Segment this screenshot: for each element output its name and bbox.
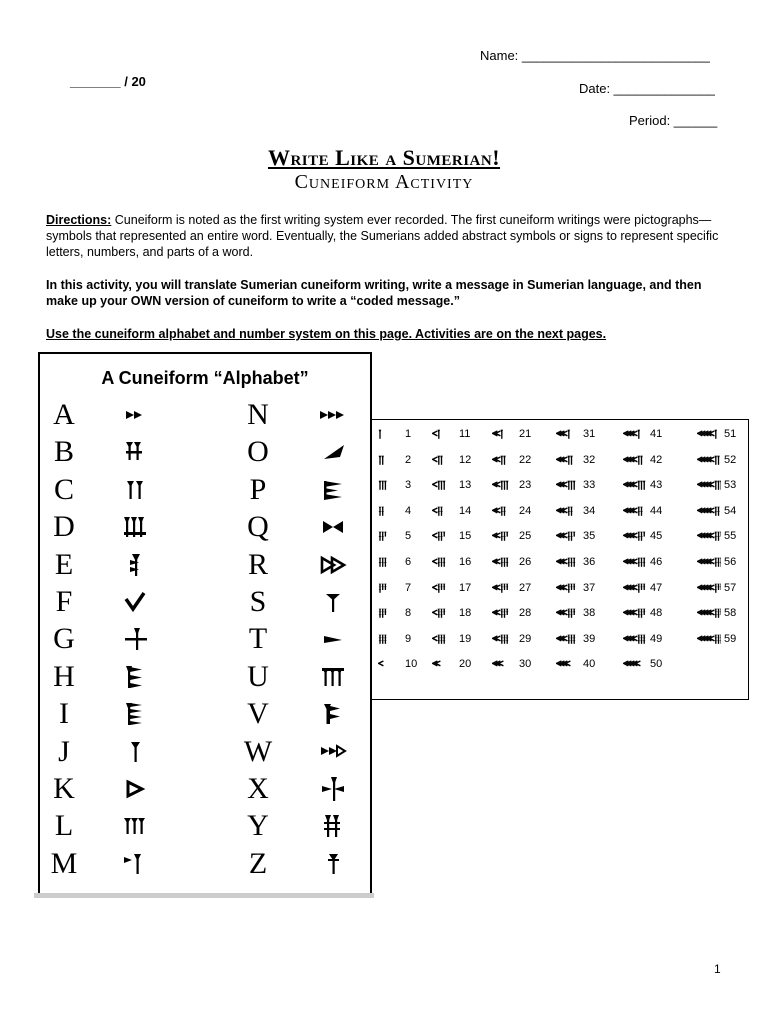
cuneiform-glyph-e-icon bbox=[120, 552, 150, 578]
number-label: 40 bbox=[583, 658, 596, 671]
number-label: 3 bbox=[405, 479, 412, 492]
number-label: 33 bbox=[583, 479, 596, 492]
cuneiform-number-23-icon bbox=[492, 477, 516, 493]
cuneiform-number-20-icon bbox=[432, 656, 456, 672]
number-cell-39 bbox=[556, 631, 595, 647]
number-cell-16 bbox=[432, 554, 471, 570]
alphabet-letter-s: S bbox=[249, 585, 267, 618]
cuneiform-glyph-b-icon bbox=[120, 439, 150, 465]
alphabet-letter-h: H bbox=[53, 659, 75, 693]
number-cell-28 bbox=[492, 605, 531, 621]
alphabet-chart-title: A Cuneiform “Alphabet” bbox=[101, 368, 309, 388]
number-cell-25 bbox=[492, 528, 531, 544]
number-label: 47 bbox=[650, 581, 663, 594]
number-cell-56 bbox=[697, 554, 736, 570]
number-cell-18 bbox=[432, 605, 471, 621]
cuneiform-number-24-icon bbox=[492, 503, 516, 519]
number-cell-52 bbox=[697, 452, 736, 468]
cuneiform-number-15-icon bbox=[432, 528, 456, 544]
number-label: 20 bbox=[459, 658, 472, 671]
number-label: 42 bbox=[650, 453, 663, 466]
number-label: 34 bbox=[583, 504, 596, 517]
cuneiform-number-10-icon bbox=[378, 656, 402, 672]
cuneiform-number-6-icon bbox=[378, 554, 402, 570]
number-label: 16 bbox=[459, 556, 472, 568]
number-label: 45 bbox=[650, 530, 663, 543]
cuneiform-number-5-icon bbox=[378, 528, 402, 544]
cuneiform-number-41-icon bbox=[623, 426, 647, 442]
alphabet-letter-c: C bbox=[53, 472, 74, 506]
number-cell-46 bbox=[623, 554, 662, 570]
number-cell-8 bbox=[378, 605, 411, 621]
alphabet-letter-f: F bbox=[55, 585, 73, 618]
number-label: 14 bbox=[459, 504, 472, 517]
cuneiform-glyph-i-icon bbox=[120, 701, 150, 727]
cuneiform-number-26-icon bbox=[492, 554, 516, 570]
cuneiform-glyph-z-icon bbox=[318, 851, 348, 877]
cuneiform-number-51-icon bbox=[697, 426, 721, 442]
cuneiform-number-47-icon bbox=[623, 580, 647, 596]
cuneiform-glyph-w-icon bbox=[318, 739, 348, 765]
cuneiform-number-37-icon bbox=[556, 580, 580, 596]
alphabet-letter-r: R bbox=[247, 547, 268, 581]
number-label: 58 bbox=[724, 607, 737, 620]
cuneiform-number-38-icon bbox=[556, 605, 580, 621]
cuneiform-glyph-l-icon bbox=[120, 813, 150, 839]
directions-label: Directions: bbox=[46, 213, 112, 227]
cuneiform-number-33-icon bbox=[556, 477, 580, 493]
number-cell-11 bbox=[432, 426, 470, 442]
cuneiform-number-30-icon bbox=[492, 656, 516, 672]
number-cell-42 bbox=[623, 452, 662, 468]
number-cell-30 bbox=[492, 656, 531, 672]
number-cell-4 bbox=[378, 503, 411, 519]
number-label: 29 bbox=[519, 632, 532, 645]
alphabet-letter-i: I bbox=[59, 697, 69, 731]
number-cell-37 bbox=[556, 580, 595, 596]
cuneiform-glyph-g-icon bbox=[120, 626, 150, 652]
number-cell-49 bbox=[623, 631, 662, 647]
cuneiform-glyph-t-icon bbox=[318, 626, 348, 652]
number-label: 9 bbox=[405, 632, 412, 645]
alphabet-letter-w: W bbox=[243, 734, 273, 768]
alphabet-letter-m: M bbox=[50, 846, 78, 880]
number-cell-17 bbox=[432, 580, 471, 596]
cuneiform-number-39-icon bbox=[556, 631, 580, 647]
number-cell-15 bbox=[432, 528, 471, 544]
cuneiform-number-17-icon bbox=[432, 580, 456, 596]
cuneiform-number-34-icon bbox=[556, 503, 580, 519]
number-label: 30 bbox=[519, 658, 532, 671]
number-cell-10 bbox=[378, 656, 417, 672]
cuneiform-number-8-icon bbox=[378, 605, 402, 621]
cuneiform-number-46-icon bbox=[623, 554, 647, 570]
number-label: 43 bbox=[650, 479, 663, 492]
number-cell-1 bbox=[378, 426, 411, 442]
alphabet-letter-l: L bbox=[54, 809, 74, 843]
number-label: 25 bbox=[519, 530, 532, 543]
alphabet-letter-o: O bbox=[247, 435, 269, 469]
number-cell-21 bbox=[492, 426, 531, 442]
cuneiform-number-35-icon bbox=[556, 528, 580, 544]
number-label: 56 bbox=[724, 556, 737, 568]
number-cell-57 bbox=[697, 580, 736, 596]
number-cell-45 bbox=[623, 528, 662, 544]
number-label: 35 bbox=[583, 530, 596, 543]
cuneiform-number-40-icon bbox=[556, 656, 580, 672]
number-label: 23 bbox=[519, 479, 532, 492]
number-label: 5 bbox=[405, 530, 412, 543]
number-label: 44 bbox=[650, 504, 663, 517]
cuneiform-number-16-icon bbox=[432, 554, 456, 570]
cuneiform-number-13-icon bbox=[432, 477, 456, 493]
cuneiform-glyph-u-icon bbox=[318, 664, 348, 690]
cuneiform-glyph-q-icon bbox=[318, 514, 348, 540]
cuneiform-glyph-j-icon bbox=[120, 739, 150, 765]
number-label: 48 bbox=[650, 607, 663, 620]
alphabet-letter-k: K bbox=[53, 772, 75, 805]
cuneiform-number-3-icon bbox=[378, 477, 402, 493]
number-cell-34 bbox=[556, 503, 595, 519]
number-cell-53 bbox=[697, 477, 736, 493]
cuneiform-number-4-icon bbox=[378, 503, 402, 519]
cuneiform-glyph-v-icon bbox=[318, 701, 348, 727]
number-cell-36 bbox=[556, 554, 595, 570]
number-label: 52 bbox=[724, 453, 737, 466]
cuneiform-number-43-icon bbox=[623, 477, 647, 493]
alphabet-letter-p: P bbox=[249, 472, 267, 506]
number-cell-41 bbox=[623, 426, 662, 442]
number-cell-3 bbox=[378, 477, 411, 493]
number-label: 15 bbox=[459, 530, 472, 543]
number-cell-47 bbox=[623, 580, 662, 596]
number-cell-29 bbox=[492, 631, 531, 647]
cuneiform-glyph-y-icon bbox=[318, 813, 348, 839]
number-label: 4 bbox=[405, 504, 412, 517]
number-cell-50 bbox=[623, 656, 662, 672]
cuneiform-glyph-f-icon bbox=[120, 589, 150, 615]
number-label: 49 bbox=[650, 632, 663, 645]
number-label: 22 bbox=[519, 453, 532, 466]
cuneiform-glyph-r-icon bbox=[318, 552, 348, 578]
number-label: 19 bbox=[459, 632, 472, 645]
number-label: 27 bbox=[519, 581, 532, 594]
cuneiform-number-36-icon bbox=[556, 554, 580, 570]
cuneiform-number-18-icon bbox=[432, 605, 456, 621]
alphabet-letter-n: N bbox=[247, 398, 269, 431]
cuneiform-glyph-k-icon bbox=[120, 776, 150, 802]
alphabet-letter-d: D bbox=[53, 510, 75, 544]
number-label: 7 bbox=[405, 581, 412, 594]
number-cell-22 bbox=[492, 452, 531, 468]
alphabet-letter-q: Q bbox=[247, 510, 269, 544]
cuneiform-glyph-x-icon bbox=[318, 776, 348, 802]
alphabet-letter-e: E bbox=[54, 547, 74, 581]
number-label: 2 bbox=[405, 453, 412, 466]
score-label: _______ / 20 bbox=[70, 74, 146, 89]
page-number: 1 bbox=[714, 962, 721, 976]
alphabet-letter-a: A bbox=[53, 398, 75, 431]
number-cell-51 bbox=[697, 426, 736, 442]
cuneiform-number-7-icon bbox=[378, 580, 402, 596]
number-cell-2 bbox=[378, 452, 411, 468]
cuneiform-number-9-icon bbox=[378, 631, 402, 647]
number-label: 8 bbox=[405, 607, 412, 620]
number-label: 6 bbox=[405, 556, 412, 568]
name-field-label: Name: __________________________ bbox=[480, 48, 710, 63]
number-cell-13 bbox=[432, 477, 471, 493]
alphabet-letter-z: Z bbox=[248, 846, 268, 880]
number-label: 39 bbox=[583, 632, 596, 645]
cuneiform-number-25-icon bbox=[492, 528, 516, 544]
cuneiform-number-50-icon bbox=[623, 656, 647, 672]
cuneiform-number-55-icon bbox=[697, 528, 721, 544]
directions-text: Cuneiform is noted as the first writing system ever recorded. The first cuneiform writings were pictographs—symbols that represented an entire word. Eventually, the Sumerians added abstract symbols or signs to represent specific letters, numbers, and parts of a word. bbox=[46, 213, 719, 259]
number-label: 26 bbox=[519, 556, 532, 568]
cuneiform-number-45-icon bbox=[623, 528, 647, 544]
cuneiform-number-59-icon bbox=[697, 631, 721, 647]
cuneiform-number-27-icon bbox=[492, 580, 516, 596]
cuneiform-number-56-icon bbox=[697, 554, 721, 570]
cuneiform-glyph-n-icon bbox=[318, 402, 348, 428]
number-cell-35 bbox=[556, 528, 595, 544]
number-label: 31 bbox=[583, 428, 596, 440]
number-label: 10 bbox=[405, 658, 418, 671]
cuneiform-number-28-icon bbox=[492, 605, 516, 621]
number-cell-20 bbox=[432, 656, 471, 672]
cuneiform-number-12-icon bbox=[432, 452, 456, 468]
alphabet-letter-x: X bbox=[247, 772, 269, 805]
number-cell-5 bbox=[378, 528, 411, 544]
cuneiform-number-53-icon bbox=[697, 477, 721, 493]
alphabet-letter-v: V bbox=[247, 697, 269, 731]
cuneiform-number-48-icon bbox=[623, 605, 647, 621]
cuneiform-glyph-d-icon bbox=[120, 514, 150, 540]
number-cell-33 bbox=[556, 477, 595, 493]
date-field-label: Date: ______________ bbox=[579, 81, 715, 96]
alphabet-chart-shadow bbox=[34, 893, 374, 898]
number-cell-55 bbox=[697, 528, 736, 544]
number-cell-32 bbox=[556, 452, 595, 468]
number-label: 59 bbox=[724, 632, 737, 645]
number-cell-9 bbox=[378, 631, 411, 647]
number-cell-43 bbox=[623, 477, 662, 493]
number-label: 54 bbox=[724, 504, 737, 517]
number-label: 55 bbox=[724, 530, 737, 543]
number-cell-54 bbox=[697, 503, 736, 519]
number-label: 21 bbox=[519, 428, 532, 440]
worksheet-subtitle: Cuneiform Activity bbox=[294, 171, 474, 193]
alphabet-letter-g: G bbox=[53, 622, 75, 656]
number-label: 57 bbox=[724, 581, 737, 594]
number-cell-26 bbox=[492, 554, 531, 570]
alphabet-letter-j: J bbox=[58, 734, 70, 768]
directions-paragraph bbox=[46, 212, 726, 260]
cuneiform-glyph-o-icon bbox=[318, 439, 348, 465]
number-label: 18 bbox=[459, 607, 472, 620]
alphabet-letter-t: T bbox=[248, 622, 268, 656]
number-label: 50 bbox=[650, 658, 663, 671]
number-cell-31 bbox=[556, 426, 595, 442]
number-cell-59 bbox=[697, 631, 736, 647]
cuneiform-number-14-icon bbox=[432, 503, 456, 519]
cuneiform-number-19-icon bbox=[432, 631, 456, 647]
cuneiform-number-52-icon bbox=[697, 452, 721, 468]
number-cell-6 bbox=[378, 554, 411, 570]
number-cell-12 bbox=[432, 452, 471, 468]
number-cell-14 bbox=[432, 503, 471, 519]
number-label: 46 bbox=[650, 556, 663, 568]
number-label: 17 bbox=[459, 581, 472, 594]
instruction-paragraph: Use the cuneiform alphabet and number system on this page. Activities are on the next pages. bbox=[46, 327, 607, 341]
cuneiform-number-32-icon bbox=[556, 452, 580, 468]
number-label: 13 bbox=[459, 479, 472, 492]
alphabet-letter-u: U bbox=[247, 659, 269, 693]
number-cell-23 bbox=[492, 477, 531, 493]
alphabet-letter-b: B bbox=[53, 435, 74, 469]
number-cell-19 bbox=[432, 631, 471, 647]
number-label: 12 bbox=[459, 453, 472, 466]
period-field-label: Period: ______ bbox=[629, 113, 718, 128]
number-label: 1 bbox=[405, 428, 412, 440]
number-cell-24 bbox=[492, 503, 531, 519]
number-label: 24 bbox=[519, 504, 532, 517]
number-label: 41 bbox=[650, 428, 663, 440]
number-cell-38 bbox=[556, 605, 595, 621]
worksheet-title: Write Like a Sumerian! bbox=[267, 145, 501, 170]
number-label: 28 bbox=[519, 607, 532, 620]
number-cell-40 bbox=[556, 656, 595, 672]
cuneiform-number-54-icon bbox=[697, 503, 721, 519]
cuneiform-number-21-icon bbox=[492, 426, 516, 442]
number-label: 32 bbox=[583, 453, 596, 466]
cuneiform-glyph-h-icon bbox=[120, 664, 150, 690]
number-label: 11 bbox=[459, 428, 471, 440]
cuneiform-number-49-icon bbox=[623, 631, 647, 647]
number-label: 51 bbox=[724, 428, 737, 440]
cuneiform-glyph-p-icon bbox=[318, 477, 348, 503]
number-cell-48 bbox=[623, 605, 662, 621]
number-label: 38 bbox=[583, 607, 596, 620]
cuneiform-number-44-icon bbox=[623, 503, 647, 519]
cuneiform-number-22-icon bbox=[492, 452, 516, 468]
number-cell-27 bbox=[492, 580, 531, 596]
cuneiform-number-42-icon bbox=[623, 452, 647, 468]
number-cell-7 bbox=[378, 580, 411, 596]
cuneiform-number-1-icon bbox=[378, 426, 402, 442]
cuneiform-glyph-c-icon bbox=[120, 477, 150, 503]
cuneiform-number-57-icon bbox=[697, 580, 721, 596]
activity-paragraph: In this activity, you will translate Sumerian cuneiform writing, write a message in Sumerian language, and then make up your OWN version of cuneiform to write a “coded message.” bbox=[46, 278, 702, 308]
number-cell-58 bbox=[697, 605, 736, 621]
number-label: 36 bbox=[583, 556, 596, 568]
number-label: 37 bbox=[583, 581, 596, 594]
cuneiform-glyph-s-icon bbox=[318, 589, 348, 615]
number-label: 53 bbox=[724, 479, 737, 492]
alphabet-letter-y: Y bbox=[247, 809, 269, 843]
cuneiform-number-31-icon bbox=[556, 426, 580, 442]
cuneiform-glyph-a-icon bbox=[120, 402, 150, 428]
cuneiform-glyph-m-icon bbox=[120, 851, 150, 877]
cuneiform-number-58-icon bbox=[697, 605, 721, 621]
cuneiform-number-11-icon bbox=[432, 426, 456, 442]
cuneiform-number-2-icon bbox=[378, 452, 402, 468]
number-cell-44 bbox=[623, 503, 662, 519]
cuneiform-number-29-icon bbox=[492, 631, 516, 647]
